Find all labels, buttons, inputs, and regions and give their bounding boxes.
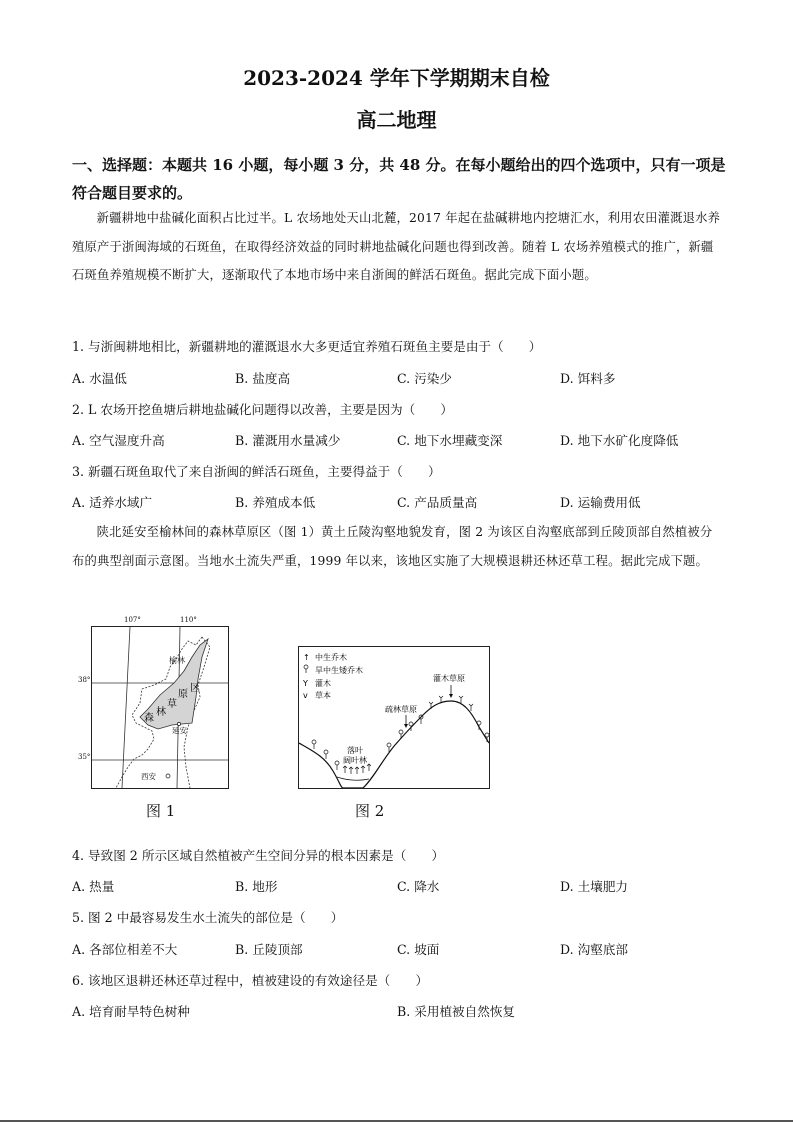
terrain-line (299, 701, 489, 788)
question-6-stem: 6. 该地区退耕还林还草过程中，植被建设的有效途径是（ ） (72, 973, 429, 988)
legend-symbol-herb: v (303, 691, 308, 700)
question-3-option-d: D. 运输费用低 (560, 495, 641, 510)
label-shrub-steppe: 灌木草原 (433, 674, 465, 683)
legend-label-4: 草本 (315, 691, 331, 700)
question-1-stem: 1. 与浙闽耕地相比，新疆耕地的灌溉退水大多更适宜养殖石斑鱼主要是由于（ ） (72, 339, 542, 354)
question-5-option-b: B. 丘陵顶部 (235, 942, 303, 957)
question-1-option-b: B. 盐度高 (235, 371, 291, 386)
question-4-option-b: B. 地形 (235, 879, 278, 894)
question-5-option-d: D. 沟壑底部 (560, 942, 629, 957)
passage-2: 陕北延安至榆林间的森林草原区（图 1）黄土丘陵沟壑地貌发育，图 2 为该区自沟壑底部到丘陵顶部自然植被分布的典型剖面示意图。当地水土流失严重，1999 年以来，该地区实施了大规模退耕还林还草工程。据此完成下题。 (72, 525, 713, 568)
question-6-option-a: A. 培育耐旱特色树种 (72, 1004, 190, 1019)
question-4-option-d: D. 土壤肥力 (560, 879, 629, 894)
figure-1-caption: 图 1 (146, 802, 176, 820)
label-deciduous-line1: 落叶 (347, 746, 363, 755)
xian-marker (166, 774, 170, 778)
question-2-option-a: A. 空气湿度升高 (72, 433, 165, 448)
exam-title: 2023-2024 学年下学期期末自检 (243, 66, 550, 90)
region-char-2: 林 (156, 707, 166, 718)
legend-symbol-shrub: Y (303, 679, 308, 688)
question-5-option-a: A. 各部位相差不大 (72, 942, 178, 957)
question-5-stem: 5. 图 2 中最容易发生水土流失的部位是（ ） (72, 910, 344, 925)
legend-label-1: 中生乔木 (315, 653, 347, 662)
region-char-1: 森 (144, 713, 154, 724)
city-xian: 西安 (141, 772, 156, 781)
lat-label-38: 38° (78, 676, 91, 684)
question-2-option-d: D. 地下水矿化度降低 (560, 433, 679, 448)
label-deciduous-line2: 阔叶林 (343, 756, 367, 765)
figure-2-profile (298, 646, 490, 789)
question-3-option-a: A. 适养水域广 (72, 495, 153, 510)
question-1-option-d: D. 饵料多 (560, 371, 616, 386)
exam-subject: 高二地理 (356, 108, 437, 132)
passage-1: 新疆耕地中盐碱化面积占比过半。L 农场地处天山北麓，2017 年起在盐碱耕地内挖塘汇水，利用农田灌溉退水养殖原产于浙闽海域的石斑鱼，在取得经济效益的同时耕地盐碱化问题也得到改善。随着 L 农场养殖模式的推广，新疆石斑鱼养殖规模不断扩大，逐渐取代了本地市场中来自浙闽的鲜活石斑鱼。据此完成下面小题。 (72, 211, 721, 282)
legend-label-2: 旱中生矮乔木 (315, 666, 363, 675)
figure-2-caption: 图 2 (355, 802, 385, 820)
legend-symbol-mesophytic-tree: ↑ (303, 653, 310, 662)
question-2-option-c: C. 地下水埋藏变深 (397, 433, 503, 448)
lat-label-35: 35° (78, 753, 91, 761)
region-char-5: 区 (190, 683, 200, 694)
section-heading: 一、选择题：本题共 16 小题，每小题 3 分，共 48 分。在每小题给出的四个选项中，只有一项是符合题目要求的。 (72, 156, 726, 202)
region-char-4: 原 (178, 689, 188, 700)
label-sparse-forest-steppe: 疏林草原 (385, 705, 417, 714)
legend-label-3: 灌木 (315, 679, 331, 688)
profile-graphic (299, 647, 489, 788)
figure-1-map (91, 626, 229, 789)
lon-label-107: 107° (124, 616, 141, 624)
question-2-stem: 2. L 农场开挖鱼塘后耕地盐碱化问题得以改善，主要是因为（ ） (72, 402, 454, 417)
yanan-marker (177, 722, 180, 725)
question-2-option-b: B. 灌溉用水量减少 (235, 433, 341, 448)
question-4-option-c: C. 降水 (397, 879, 440, 894)
question-1-option-c: C. 污染少 (397, 371, 452, 386)
lon-label-110: 110° (180, 616, 197, 624)
city-yulin: 榆林 (169, 656, 185, 665)
question-4-option-a: A. 热量 (72, 879, 115, 894)
map-graphic (92, 627, 228, 788)
legend (302, 652, 363, 700)
question-5-option-c: C. 坡面 (397, 942, 440, 957)
region-char-3: 草 (167, 699, 177, 710)
question-3-stem: 3. 新疆石斑鱼取代了来自浙闽的鲜活石斑鱼，主要得益于（ ） (72, 464, 441, 479)
question-3-option-b: B. 养殖成本低 (235, 495, 316, 510)
question-6-option-b: B. 采用植被自然恢复 (397, 1004, 516, 1019)
question-4-stem: 4. 导致图 2 所示区域自然植被产生空间分异的根本因素是（ ） (72, 848, 445, 863)
city-yanan: 延安 (172, 726, 187, 735)
question-3-option-c: C. 产品质量高 (397, 495, 478, 510)
question-1-option-a: A. 水温低 (72, 371, 127, 386)
